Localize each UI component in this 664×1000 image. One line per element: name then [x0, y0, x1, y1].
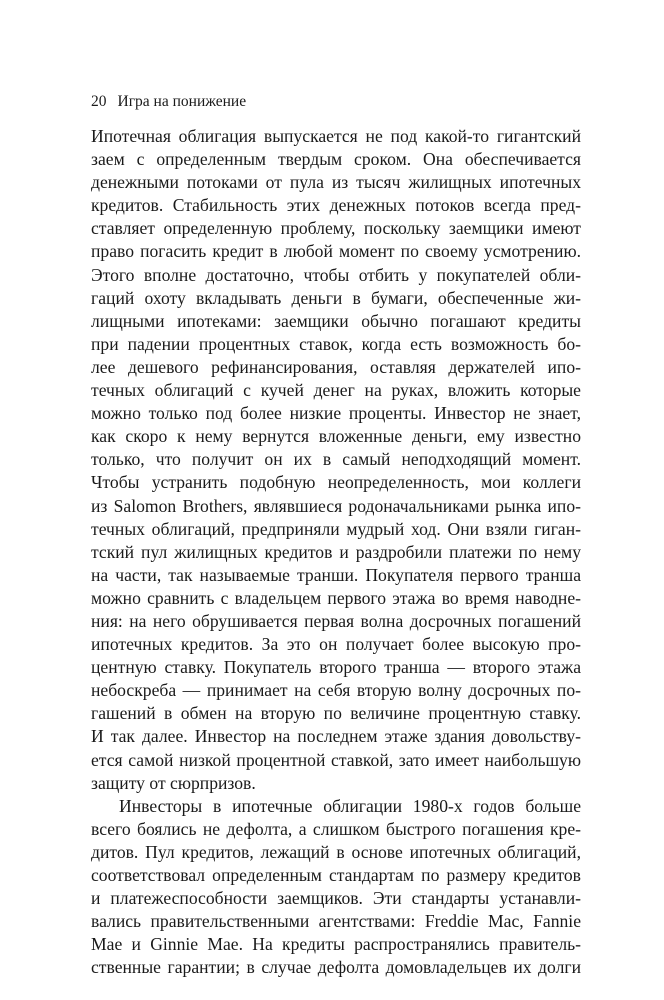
text-line: вались правительственными агентствами: Freddie Mac, Fannie: [91, 911, 581, 932]
text-line: Mae и Ginnie Mae. На кредиты распространялись правитель-: [91, 934, 581, 955]
body-text: [91, 125, 581, 979]
text-line: лищными ипотеками: заемщики обычно погашают кредиты: [91, 310, 581, 331]
text-line: И так далее. Инвестор на последнем этаже здания довольству-: [91, 726, 581, 747]
text-line: ипотечных кредитов. За это он получает более высокую про-: [91, 634, 581, 655]
paragraph: [91, 125, 581, 795]
text-line: и платежеспособности заемщиков. Эти стандарты устанавли-: [91, 888, 581, 909]
text-line: только, что получит он их в самый неподходящий момент.: [91, 449, 581, 470]
text-line: лее дешевого рефинансирования, оставляя держателей ипо-: [91, 356, 581, 377]
page-number: 20: [91, 93, 107, 110]
text-line: ния: на него обрушивается первая волна досрочных погашений: [91, 610, 581, 631]
text-line: Этого вполне достаточно, чтобы отбить у покупателей обли-: [91, 264, 581, 285]
text-line: гашений в обмен на вторую по величине процентную ставку.: [91, 703, 581, 724]
text-line: как скоро к нему вернутся вложенные деньги, ему известно: [91, 426, 581, 447]
text-line: течных облигаций с кучей денег на руках, вложить которые: [91, 380, 581, 401]
text-line: защиту от сюрпризов.: [91, 772, 256, 793]
text-line: Инвесторы в ипотечные облигации 1980-х годов больше: [119, 795, 581, 816]
text-line: при падении процентных ставок, когда есть возможность бо-: [91, 333, 581, 354]
running-head-title: Игра на понижение: [117, 93, 247, 110]
text-line: заем с определенным твердым сроком. Она обеспечивается: [91, 149, 581, 170]
text-line: Чтобы устранить подобную неопределенность, мои коллеги: [91, 472, 581, 493]
text-line: дитов. Пул кредитов, лежащий в основе ипотечных облигаций,: [91, 841, 581, 862]
text-line: течных облигаций, предприняли мудрый ход. Они взяли гиган-: [91, 518, 581, 539]
running-head: [91, 93, 246, 111]
text-line: денежными потоками от пула из тысяч жилищных ипотечных: [91, 172, 581, 193]
text-line: на части, так называемые транши. Покупателя первого транша: [91, 564, 581, 585]
text-line: кредитов. Стабильность этих денежных потоков всегда пред-: [91, 195, 581, 216]
text-line: небоскреба — принимает на себя вторую волну досрочных по-: [91, 680, 581, 701]
text-line: гаций охоту вкладывать деньги в бумаги, обеспеченные жи-: [91, 287, 581, 308]
paragraph: [91, 795, 581, 980]
text-line: право погасить кредит в любой момент по своему усмотрению.: [91, 241, 581, 262]
text-line: соответствовал определенным стандартам по размеру кредитов: [91, 865, 581, 885]
text-line: ственные гарантии; в случае дефолта домовладельцев их долги: [91, 957, 581, 978]
text-line: можно только под более низкие проценты. Инвестор не знает,: [91, 403, 581, 424]
text-line: всего боялись не дефолта, а слишком быстрого погашения кре-: [91, 818, 581, 839]
text-line: ется самой низкой процентной ставкой, зато имеет наибольшую: [91, 749, 581, 770]
text-line: Ипотечная облигация выпускается не под какой-то гигантский: [91, 126, 581, 146]
text-line: из Salomon Brothers, являвшиеся родоначальниками рынка ипо-: [91, 495, 581, 516]
text-line: центную ставку. Покупатель второго транша — второго этажа: [91, 657, 581, 678]
text-line: ставляет определенную проблему, поскольку заемщики имеют: [91, 218, 581, 239]
text-line: тский пул жилищных кредитов и раздробили платежи по нему: [91, 541, 581, 562]
text-line: можно сравнить с владельцем первого этажа во время наводне-: [91, 587, 581, 608]
